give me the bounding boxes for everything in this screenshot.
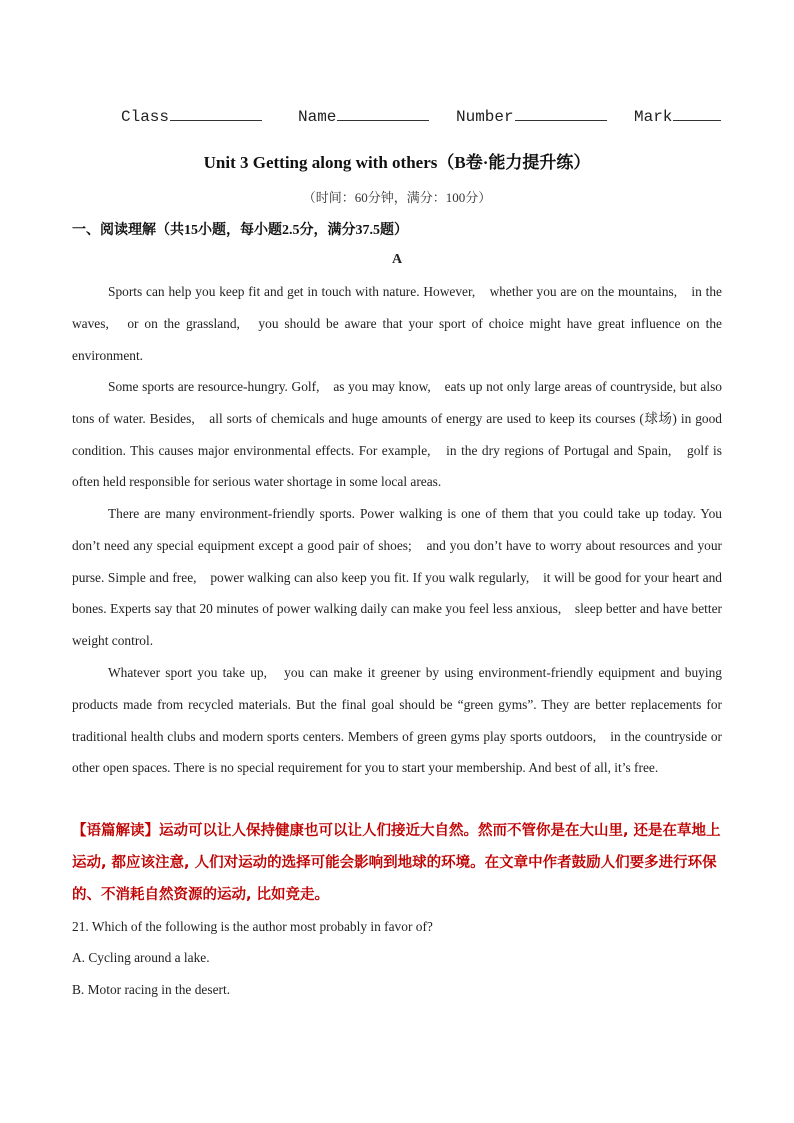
- mark-label: Mark: [634, 108, 673, 126]
- number-label: Number: [456, 108, 514, 126]
- paragraph-2: [72, 371, 722, 498]
- question-stem: 21. Which of the following is the author most probably in favor of?: [72, 919, 433, 934]
- number-blank: [515, 106, 607, 121]
- page-title: Unit 3 Getting along with others（B卷·能力提升练）: [203, 153, 591, 172]
- paragraph-4-text: Whatever sport you take up, you can make it greener by using environment-friendly equipment and buying products made from recycled materials. But the final goal should be “green gyms”. They are better replacements for traditional health clubs and modern sports centers. Members of green gyms play sports outdoors, in the countryside or other open spaces. There is no special requirement for you to start your membership. And best of all, it’s free.: [72, 665, 722, 776]
- paragraph-3-text: There are many environment-friendly sports. Power walking is one of them that you could take up today. You don’t need any special equipment except a good pair of shoes; and you don’t have to worry about resources and your purse. Simple and free, power walking can also keep you fit. If you walk regularly, it will be good for your heart and bones. Experts say that 20 minutes of power walking daily can make you feel less anxious, sleep better and have better weight control.: [72, 506, 722, 649]
- class-field: [121, 106, 262, 126]
- number-field: [456, 106, 607, 126]
- option-a: A. Cycling around a lake.: [72, 950, 210, 965]
- paragraph-3: [72, 498, 722, 657]
- name-label: Name: [298, 108, 337, 126]
- paragraph-1: [72, 276, 722, 371]
- name-blank: [337, 106, 429, 121]
- time-info: （时间：60分钟，满分：100分）: [302, 190, 492, 205]
- paragraph-2-text: Some sports are resource-hungry. Golf, as you may know, eats up not only large areas of countryside, but also tons of water. Besides, all sorts of chemicals and huge amounts of energy are used to keep its courses (球场) in good condition. This causes major environmental effects. For example, in the dry regions of Portugal and Spain, golf is often held responsible for serious water shortage in some local areas.: [72, 379, 722, 490]
- option-b: B. Motor racing in the desert.: [72, 982, 231, 997]
- passage-label: A: [391, 252, 403, 267]
- mark-blank: [673, 106, 721, 121]
- section-heading: 一、阅读理解（共15小题，每小题2.5分，满分37.5题）: [72, 223, 408, 238]
- mark-field: [634, 106, 721, 126]
- paragraph-4: [72, 657, 722, 784]
- class-blank: [170, 106, 262, 121]
- analysis-note: 【语篇解读】运动可以让人保持健康也可以让人们接近大自然。然而不管你是在大山里, 还是在草地上运动, 都应该注意, 人们对运动的选择可能会影响到地球的环境。在文章中作者鼓励人们要多进行环保的、不消耗自然资源的运动, 比如竞走。: [72, 823, 721, 903]
- paragraph-1-text: Sports can help you keep fit and get in touch with nature. However, whether you are on the mountains, in the waves, or on the grassland, you should be aware that your sport of choice might have great influence on the environment.: [72, 284, 722, 363]
- name-field: [298, 106, 429, 126]
- class-label: Class: [121, 108, 170, 126]
